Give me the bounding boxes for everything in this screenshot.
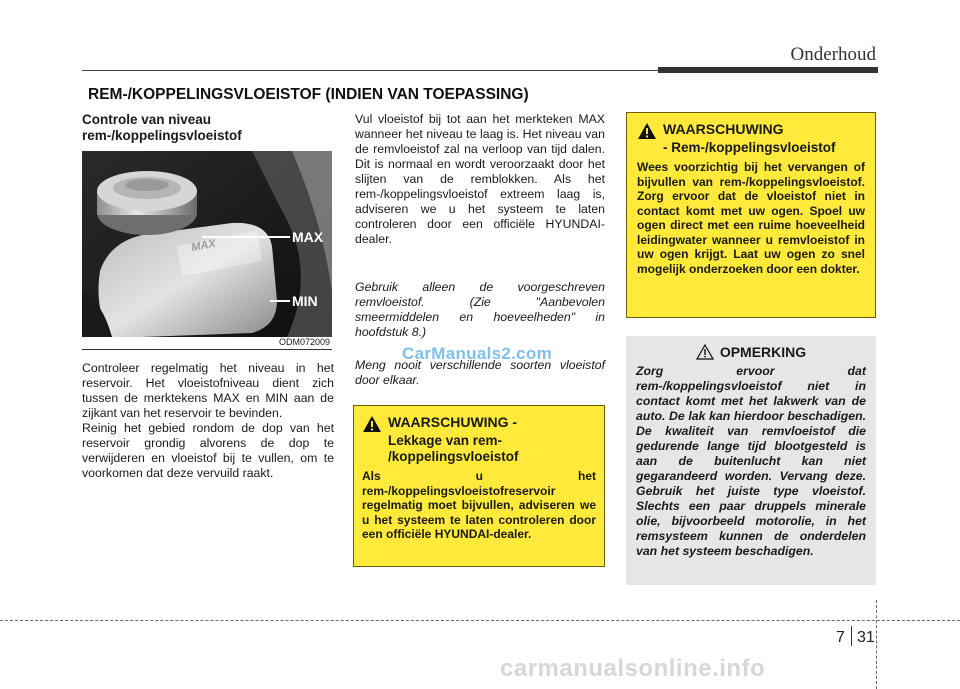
subsection-heading (82, 112, 334, 144)
page-number-separator (851, 626, 852, 646)
warning-triangle-icon (637, 122, 657, 140)
page-number: 31 (857, 629, 875, 646)
warning-subtitle-line1: Lekkage van rem- (388, 433, 503, 448)
min-label: MIN (292, 293, 318, 309)
warning-body: Als u het rem-/koppelingsvloeistofreservoir regelmatig moet bijvullen, adviseren we u het systeem te laten controleren door een officiële HYUNDAI-dealer. (362, 469, 596, 541)
header-rule-accent (658, 67, 878, 73)
warning-triangle-icon (362, 415, 382, 433)
header-rule (82, 70, 658, 71)
chapter-title: Onderhoud (790, 44, 876, 65)
embossed-max-mark: MAX (190, 237, 217, 254)
paragraph-check-level: Controleer regelmatig het niveau in het reservoir. Het vloeistofniveau dient zich tussen de merktekens MAX en MIN aan de zijkant van het reservoir te bevinden. (82, 361, 334, 420)
paragraph-no-mixing: Meng nooit verschillende soorten vloeistof door elkaar. (355, 358, 605, 387)
photo-caption: ODM072009 (278, 337, 330, 347)
warning-box-leakage (353, 405, 605, 567)
paragraph-refill: Vul vloeistof bij tot aan het merkteken MAX wanneer het niveau te laag is. Het niveau van de remvloeistof zal na verloop van tijd dalen. Dit is normaal en wordt veroorzaakt door het slijten van de remblokken. Als het rem-/koppelingsvloeistof extreem laag is, adviseren we u het systeem te laten controleren door een officiële HYUNDAI-dealer. (355, 112, 605, 246)
warning-title: WAARSCHUWING - (388, 414, 518, 430)
section-title: REM-/KOPPELINGSVLOEISTOF (INDIEN VAN TOEPASSING) (88, 86, 529, 103)
subsection-heading-line1: Controle van niveau (82, 112, 212, 127)
warning-title: WAARSCHUWING (663, 121, 784, 137)
reservoir-photo (82, 151, 332, 337)
carmanuals-watermark: CarManuals2.com (402, 344, 552, 363)
warning-subtitle: - Rem-/koppelingsvloeistof (663, 140, 836, 155)
note-body: Zorg ervoor dat rem-/koppelingsvloeistof niet in contact komt met het lakwerk van de auto. De lak kan hierdoor beschadigen. De kwaliteit van remvloeistof die gedurende lange tijd blootgesteld is aan de buitenlucht kan niet gegarandeerd worden. Vervang deze. Gebruik het juiste type vloeistof. Slechts een paar druppels minerale olie, bijvoorbeeld motorolie, in het remsysteem kunnen de onderdelen van het systeem beschadigen. (636, 364, 866, 558)
warning-body: Wees voorzichtig bij het vervangen of bijvullen van rem-/koppelingsvloeistof. Zorg ervoor dat de vloeistof niet in contact komt met uw ogen. Spoel uw ogen direct met een ruime hoeveelheid leidingwater wanneer u remvloeistof in uw ogen krijgt. Laat uw ogen zo snel mogelijk onderzoeken door een dokter. (637, 160, 865, 276)
footer-rule (0, 620, 960, 621)
note-box (626, 336, 876, 585)
warning-subtitle-line2: /koppelingsvloeistof (388, 449, 519, 464)
warning-box-brake-fluid (626, 112, 876, 318)
photo-caption-rule (82, 349, 332, 350)
subsection-heading-line2: rem-/koppelingsvloeistof (82, 128, 242, 143)
footer-divider (876, 600, 877, 689)
max-label: MAX (292, 229, 324, 245)
section-number: 7 (836, 629, 845, 646)
note-title: OPMERKING (719, 344, 807, 360)
caution-triangle-icon (696, 344, 714, 360)
paragraph-clean-cap: Reinig het gebied rondom de dop van het reservoir grondig alvorens de dop te verwijderen en vloeistof bij te vullen, om te voorkomen dat deze vervuild raakt. (82, 421, 334, 480)
paragraph-prescribed-fluid: Gebruik alleen de voorgeschreven remvloeistof. (Zie "Aanbevolen smeermiddelen en hoeveelheden" in hoofdstuk 8.) (355, 280, 605, 339)
site-watermark: carmanualsonline.info (500, 655, 766, 682)
